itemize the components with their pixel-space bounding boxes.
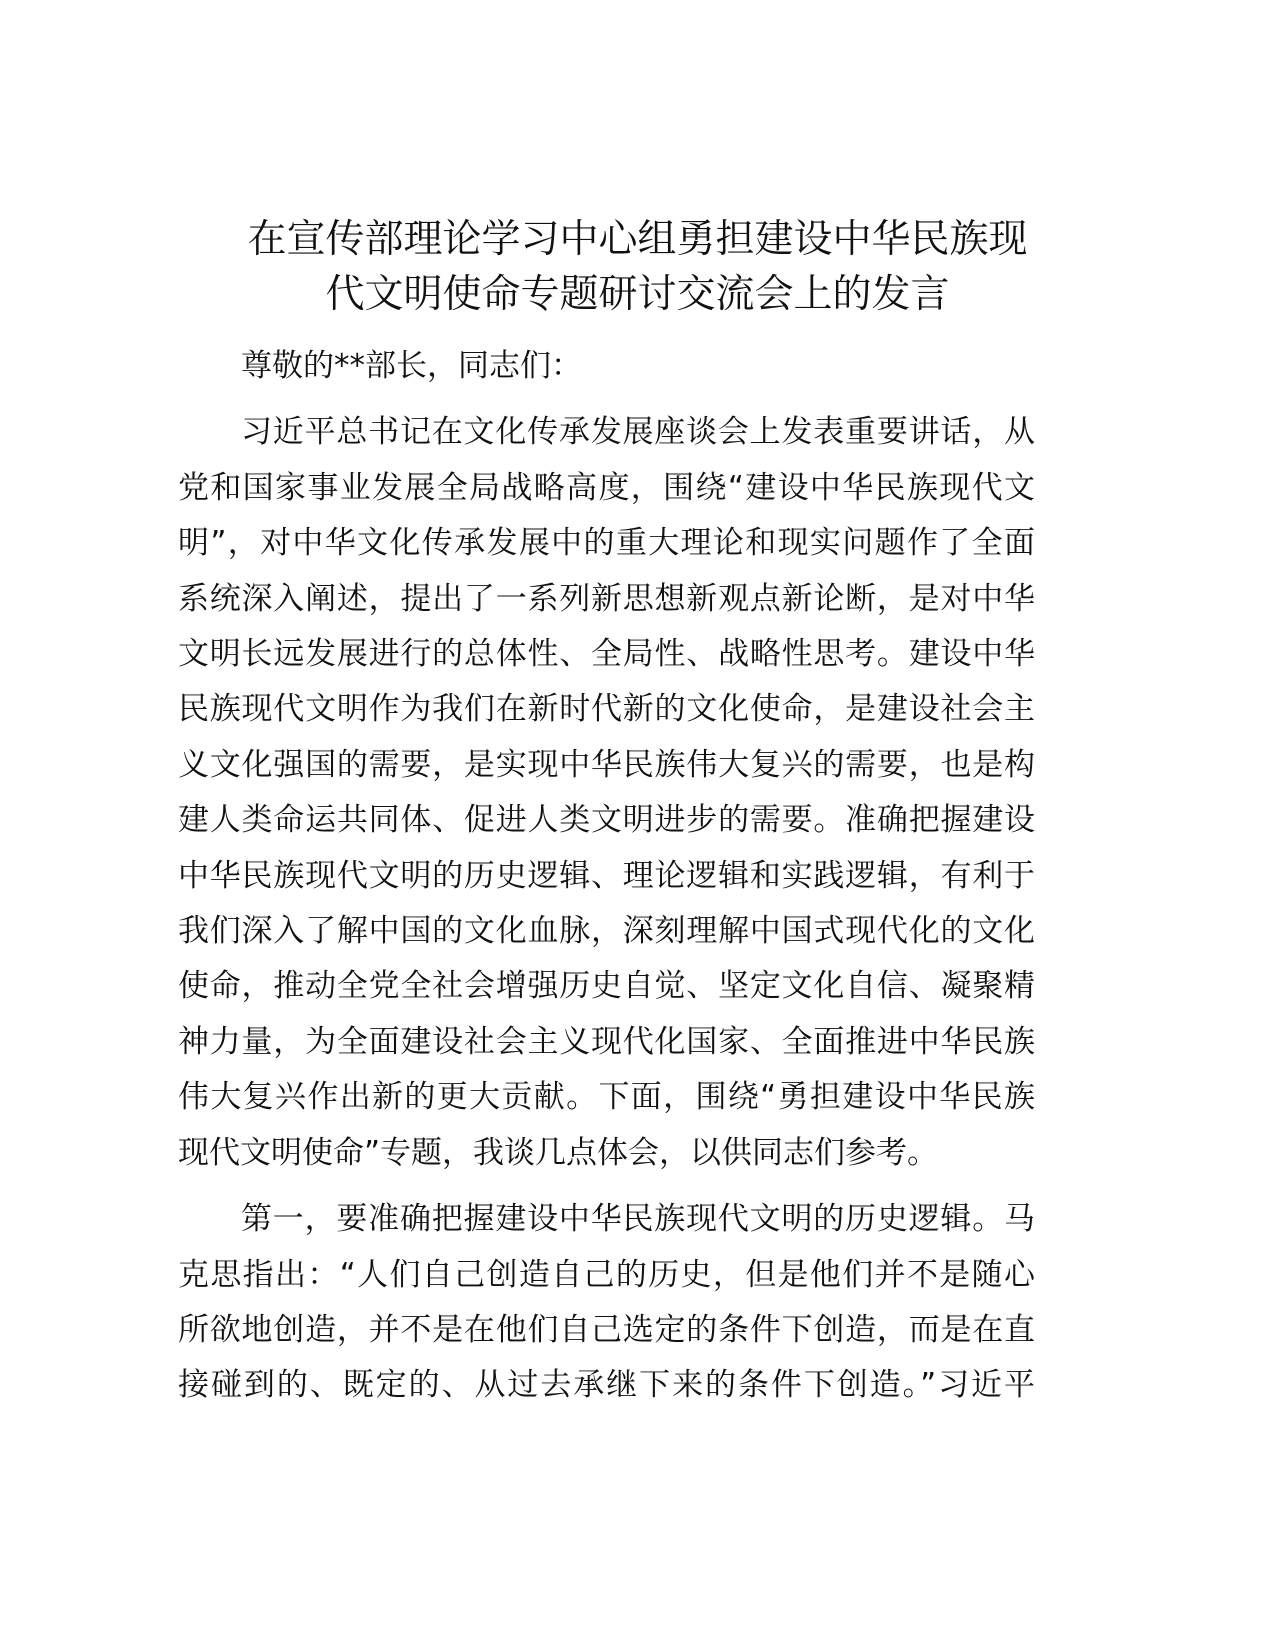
text-line: 习近平总书记在文化传承发展座谈会上发表重要讲话，从	[241, 414, 1035, 451]
text-line: 中华民族现代文明的历史逻辑、理论逻辑和实践逻辑，有利于	[178, 857, 1035, 894]
text-line: 所欲地创造，并不是在他们自己选定的条件下创造，而是在直	[178, 1311, 1035, 1348]
text-line: 克思指出：“人们自己创造自己的历史，但是他们并不是随心	[178, 1256, 1035, 1293]
text-line: 民族现代文明作为我们在新时代新的文化使命，是建设社会主	[178, 691, 1035, 728]
text-line: 建人类命运共同体、促进人类文明进步的需要。准确把握建设	[178, 802, 1035, 839]
text-line: 尊敬的**部长，同志们：	[241, 348, 582, 384]
text-line: 神力量，为全面建设社会主义现代化国家、全面推进中华民族	[178, 1023, 1035, 1060]
text-line: 明”，对中华文化传承发展中的重大理论和现实问题作了全面	[178, 525, 1035, 562]
text-line: 我们深入了解中国的文化血脉，深刻理解中国式现代化的文化	[178, 913, 1035, 950]
text-line: 系统深入阐述，提出了一系列新思想新观点新论断，是对中华	[178, 580, 1035, 617]
text-line: 文明长远发展进行的总体性、全局性、战略性思考。建设中华	[178, 636, 1035, 673]
text-line: 使命，推动全党全社会增强历史自觉、坚定文化自信、凝聚精	[178, 968, 1035, 1005]
text-line: 接碰到的、既定的、从过去承继下来的条件下创造。”习近平	[178, 1367, 1035, 1404]
document-title	[150, 212, 1125, 322]
title-line: 在宣传部理论学习中心组勇担建设中华民族现	[247, 217, 1028, 262]
document-body	[178, 339, 1035, 1425]
text-line: 党和国家事业发展全局战略高度，围绕“建设中华民族现代文	[178, 469, 1035, 506]
salutation	[178, 339, 1035, 394]
paragraph	[178, 1192, 1035, 1414]
paragraph	[178, 405, 1035, 1181]
text-line: 第一，要准确把握建设中华民族现代文明的历史逻辑。马	[241, 1201, 1035, 1238]
text-line: 现代文明使命”专题，我谈几点体会，以供同志们参考。	[178, 1134, 939, 1171]
text-line: 伟大复兴作出新的更大贡献。下面，围绕“勇担建设中华民族	[178, 1079, 1035, 1116]
title-line: 代文明使命专题研讨交流会上的发言	[325, 272, 950, 317]
text-line: 义文化强国的需要，是实现中华民族伟大复兴的需要，也是构	[178, 746, 1035, 783]
